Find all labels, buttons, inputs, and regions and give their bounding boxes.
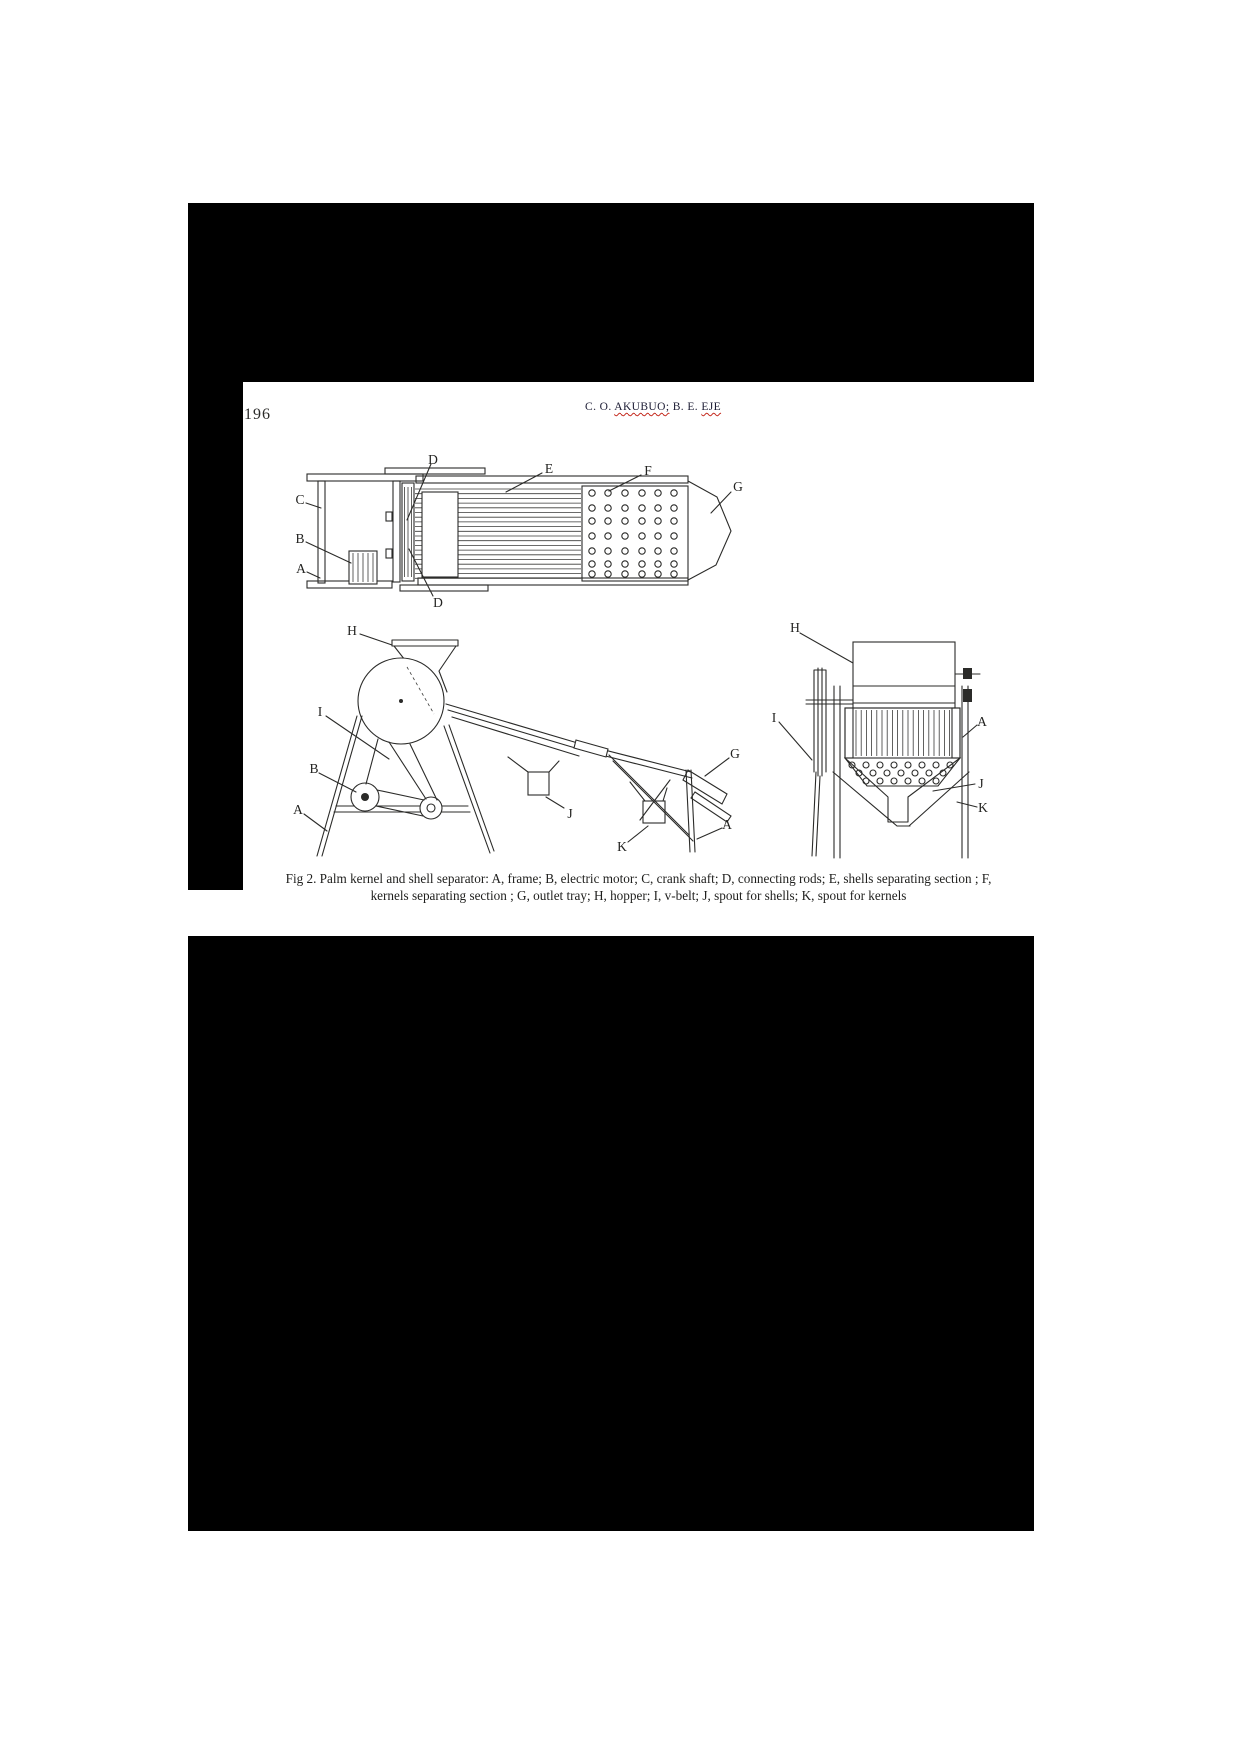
part-label-g: G [733, 479, 743, 494]
part-label-a: A [296, 561, 306, 576]
part-label-a: A [977, 714, 987, 729]
caption-line-1: Fig 2. Palm kernel and shell separator: A, frame; B, electric motor; C, crank shaft; D, connecting rods; E, shells separating section ; F, [285, 871, 992, 886]
scan-dark-band-top [188, 203, 1034, 382]
part-label-f: F [644, 463, 652, 478]
part-label-d-top: D [428, 452, 438, 467]
author-name-underlined: AKUBUO; [614, 401, 670, 413]
scan-dark-band-bottom [188, 936, 1034, 1531]
part-label-c: C [295, 492, 305, 507]
part-label-k: K [978, 800, 988, 815]
part-label-h: H [790, 620, 800, 635]
caption-line-2: kernels separating section ; G, outlet tray; H, hopper; I, v-belt; J, spout for shells; K, spout for kernels [370, 888, 907, 903]
part-label-e: E [544, 461, 554, 476]
author-name-underlined: EJE [701, 401, 722, 413]
part-label-j: J [567, 806, 573, 821]
part-label-j: J [978, 776, 984, 791]
part-label-g: G [730, 746, 740, 761]
part-label-i: I [771, 710, 777, 725]
running-head-text: B. E. [669, 401, 702, 413]
figure-drawing [250, 440, 1050, 880]
part-label-a-right: A [722, 817, 732, 832]
running-head-text: C. O. [585, 401, 615, 413]
plan-view-drawing [295, 452, 743, 610]
figure-caption [243, 871, 1034, 904]
part-label-i: I [317, 704, 323, 719]
part-label-h: H [347, 623, 357, 638]
part-label-k: K [617, 839, 627, 854]
part-label-a-left: A [293, 802, 303, 817]
part-label-d-bottom: D [433, 595, 443, 610]
scan-dark-band-left [188, 382, 243, 890]
part-label-b: B [295, 531, 305, 546]
end-view-drawing [772, 620, 988, 858]
side-view-drawing [293, 623, 740, 856]
running-head [585, 401, 721, 413]
page-number: 196 [244, 406, 271, 423]
part-label-b: B [309, 761, 319, 776]
